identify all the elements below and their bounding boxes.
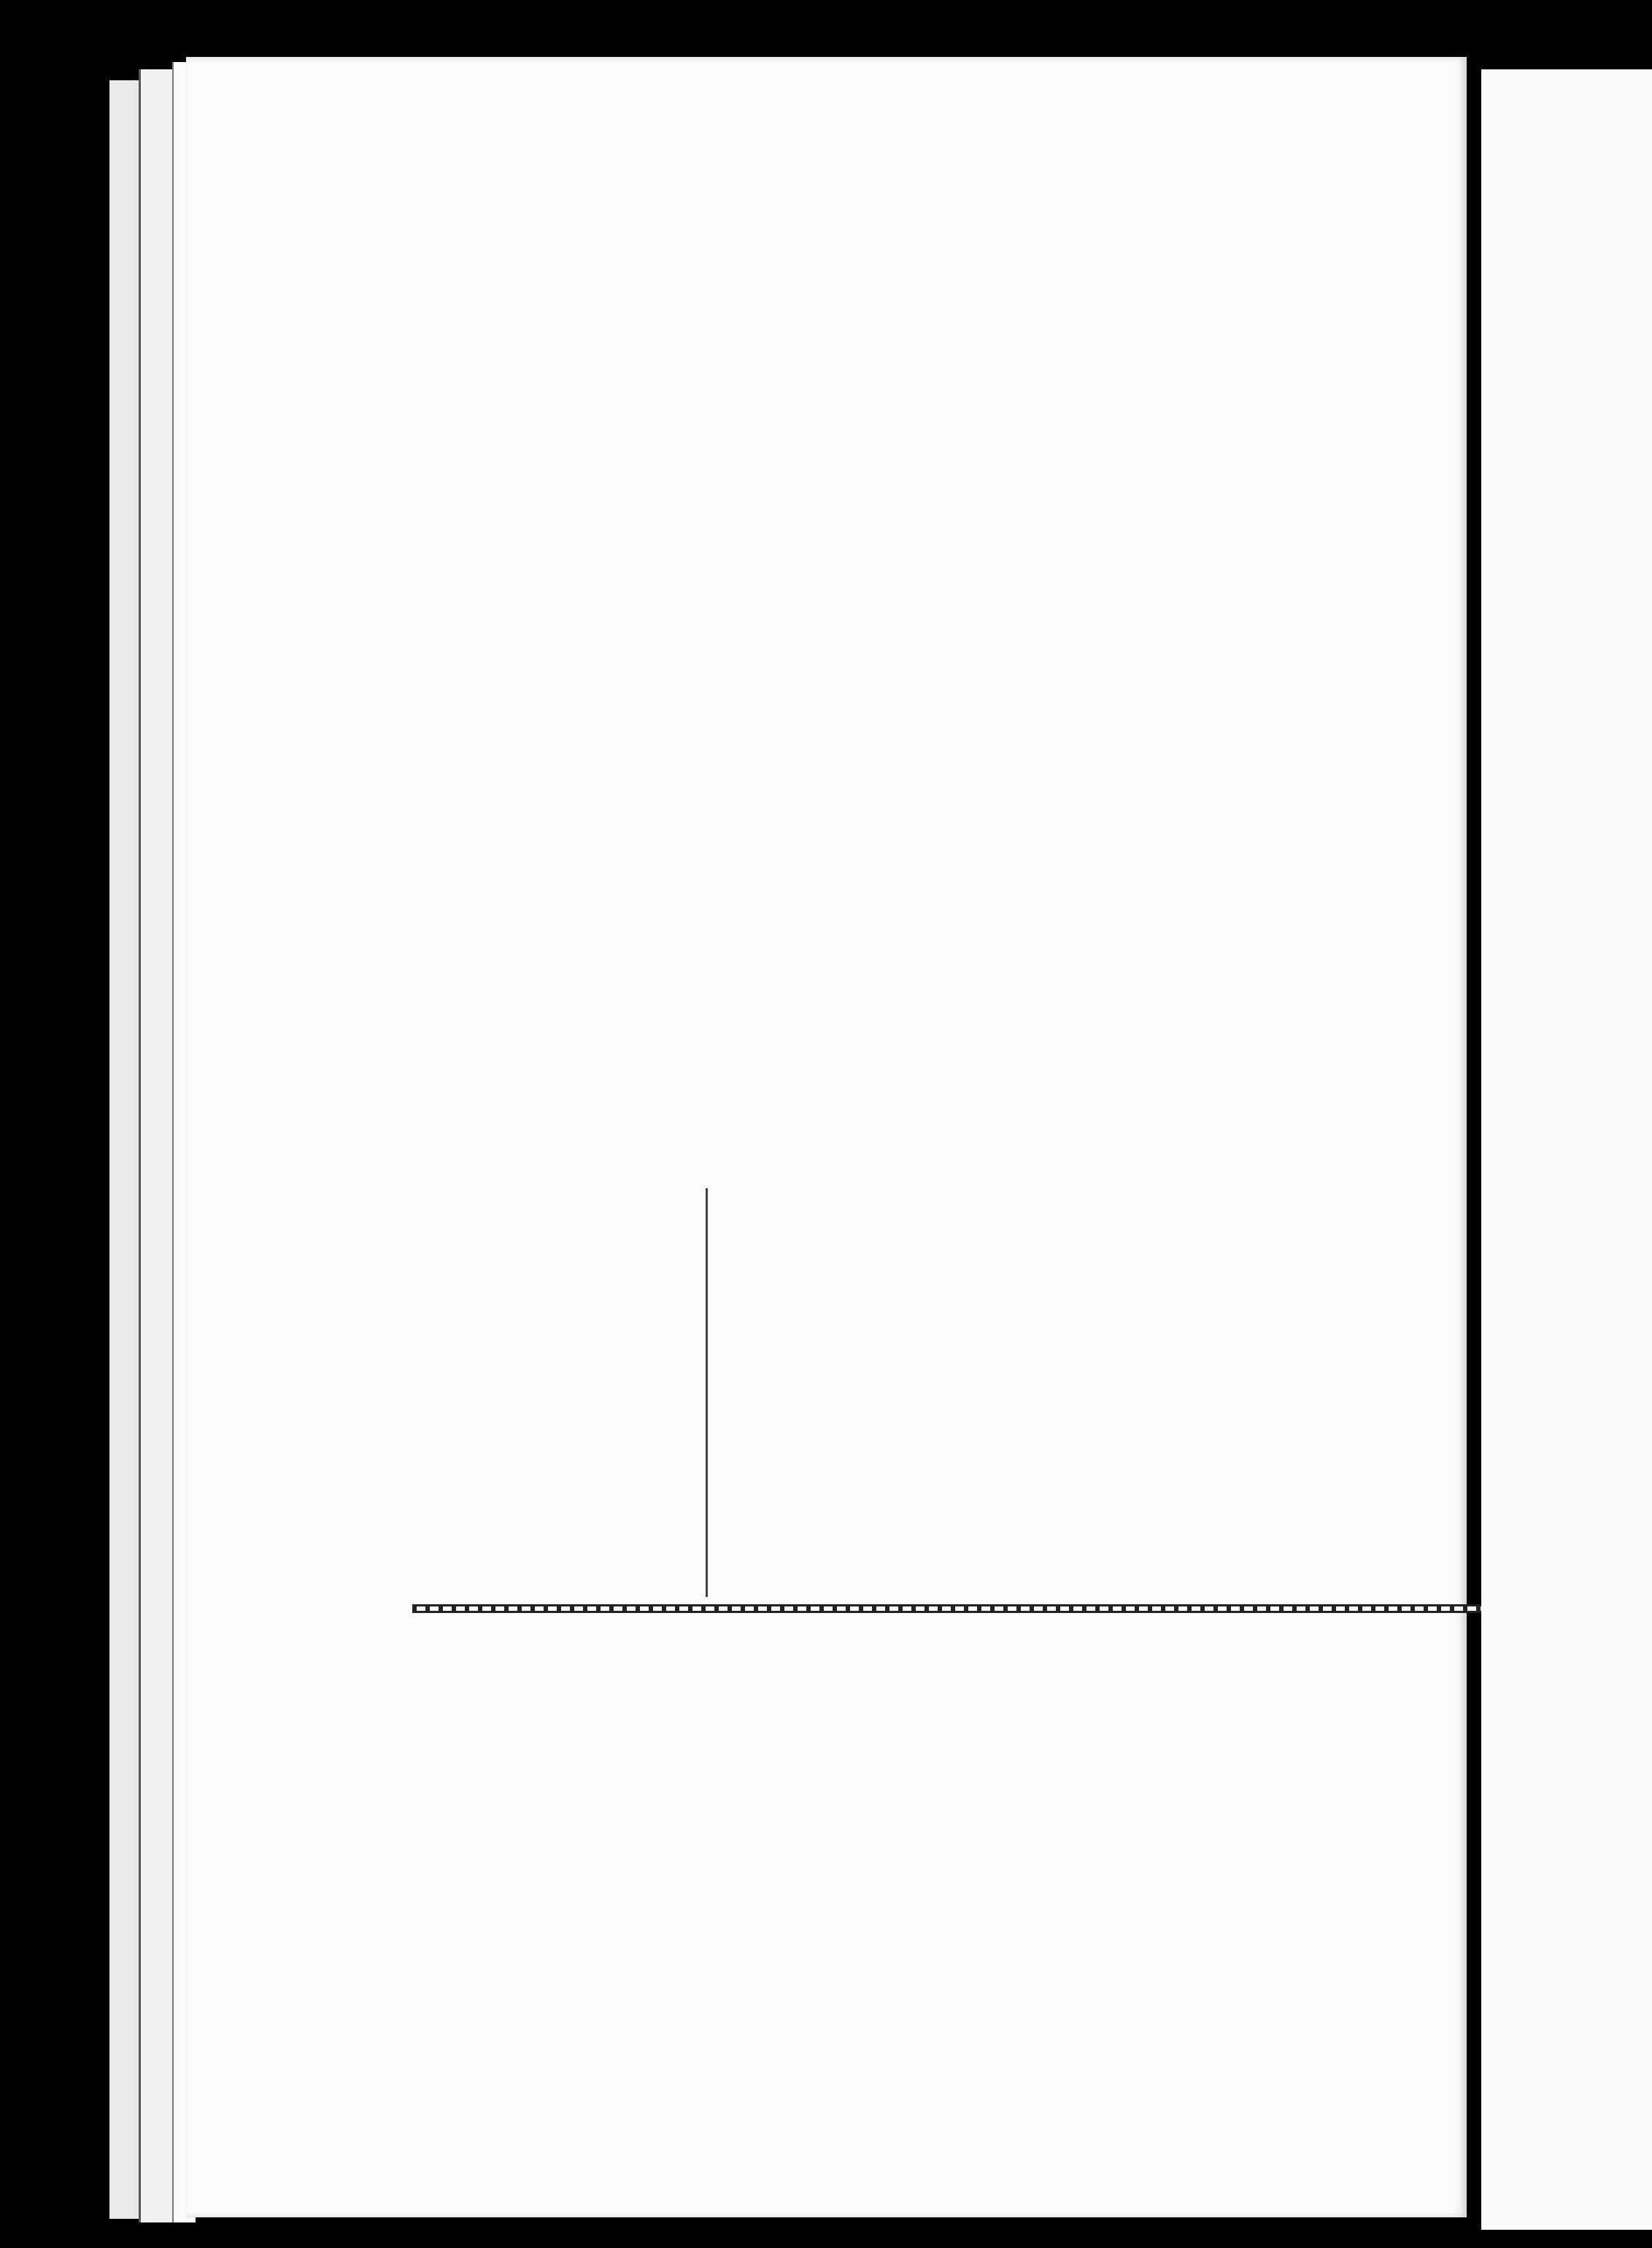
right-page — [1481, 69, 1652, 2230]
book-edge — [109, 80, 139, 2219]
decorative-rule — [412, 1604, 1631, 1613]
left-page — [186, 57, 1467, 2217]
table-divider — [706, 1188, 708, 1597]
